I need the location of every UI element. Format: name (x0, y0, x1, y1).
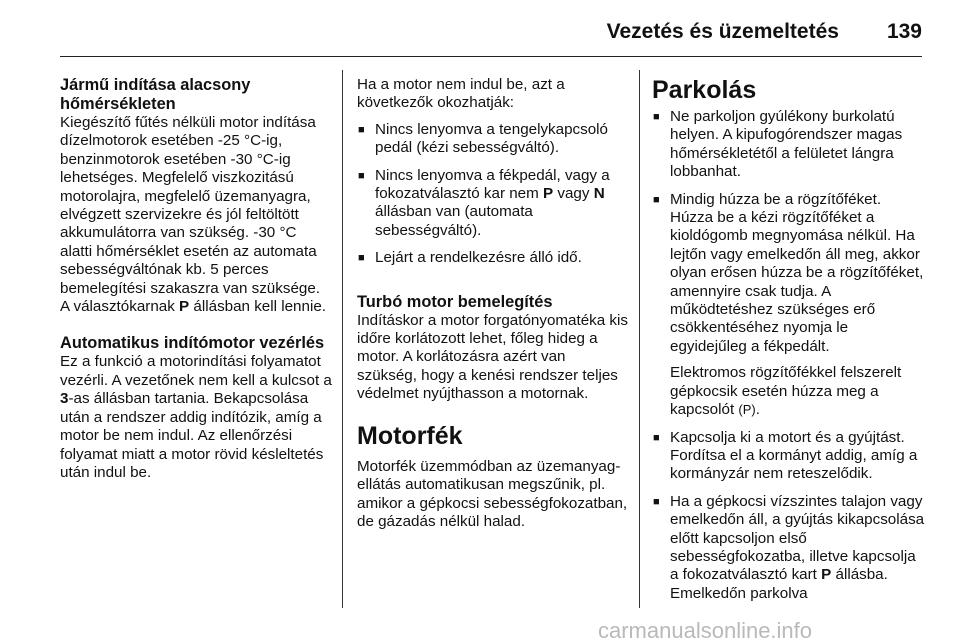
paragraph-intro: Ha a motor nem indul be, azt a következők okozhatják: (357, 76, 565, 112)
sub-paragraph: Elektromos rögzítőfékkel felszerelt gépkocsik esetén húzza meg a kapcsolót (P). (670, 364, 902, 419)
paragraph-auto-starter: Ez a funkció a motorindítási folyamatot vezérli. A vezetőnek nem kell a kulcsot a 3-as állásban tartania. Bekapcsolása után a rendszer addig indítózik, amíg a motor be nem indul. Az ellenőrzési folyamat miatt a motor rövid késleltetés után indul be. (60, 353, 332, 481)
heading-parking: Parkolás (652, 76, 757, 104)
page-number: 139 (886, 20, 922, 43)
column-divider (342, 70, 343, 608)
column-right (652, 76, 928, 612)
list-item: ■ Ha a gépkocsi vízszintes talajon vagy emelkedőn áll, a gyújtás kikapcsolása előtt kapcsoljon első sebességfokozatba, illetve kapcsolja a fokozatválasztó kart P állásba. Emelkedőn parkolva (652, 493, 928, 603)
page-header (60, 14, 922, 50)
heading-engine-brake: Motorfék (357, 421, 463, 450)
list-item: ■ Mindig húzza be a rögzítőféket. Húzza be a kézi rögzítőféket a kioldógomb megnyomása nélkül. Ha lejtőn vagy emelkedőn áll meg, akkor olyan erősen húzza be a rögzítőféket, amennyire csak tudja. A működtetéshez szükséges erő csökkentéséhez nyomja le egyidejűleg a fékpedált. Elektromos rögzítőfékkel felszerelt gépkocsik esetén húzza meg a kapcsolót (P). (652, 191, 928, 420)
list-parking (652, 108, 928, 603)
list-causes (357, 121, 629, 268)
column-left (60, 76, 332, 482)
section-title: Vezetés és üzemeltetés (606, 20, 839, 43)
paragraph-turbo: Indításkor a motor forgatónyomatéka kis időre korlátozott lehet, főleg hideg a motor. A korlátozásra azért van szükség, hogy a kenési rendszer teljes védelmet nyújthasson a motornak. (357, 311, 628, 403)
column-divider (639, 70, 640, 608)
heading-auto-starter: Automatikus indítómotor vezérlés (60, 334, 325, 353)
header-rule (60, 56, 922, 57)
column-middle (357, 76, 629, 531)
paragraph-engine-brake: Motorfék üzemmódban az üzemanyag-ellátás automatikusan megszűnik, pl. amikor a gépkocsi sebességfokozatban, de gázadás nélkül halad. (357, 457, 628, 530)
heading-cold-start: Jármű indítása alacsony hőmérsékleten (60, 76, 251, 113)
list-item: ■ Nincs lenyomva a fékpedál, vagy a fokozatválasztó kar nem P vagy N állásban van (automata sebességváltó). (357, 167, 629, 241)
list-item: ■ Ne parkoljon gyúlékony burkolatú helyen. A kipufogórendszer magas hőmérsékletétől a felületet lángra lobbanhat. (652, 108, 928, 182)
paragraph-cold-start: Kiegészítő fűtés nélküli motor indítása dízelmotorok esetében -25 °C-ig, benzinmotorok esetében -30 °C-ig lehetséges. Megfelelő viszkozitású motorolajra, megfelelő üzemanyagra, elvégzett szervizekre és jól feltöltött akkumulátorra van szükség. -30 °C alatti hőmérséklet esetén az automata sebességváltónak kb. 5 perces bemelegítési szakaszra van szüksége. A választókarnak P állásban kell lennie. (60, 114, 326, 316)
list-item: ■ Kapcsolja ki a motort és a gyújtást. Fordítsa el a kormányt addig, amíg a kormányzár nem reteszelődik. (652, 429, 928, 484)
parking-brake-icon: (P) (738, 402, 756, 418)
list-item: ■ Nincs lenyomva a tengelykapcsoló pedál (kézi sebességváltó). (357, 121, 629, 158)
watermark: carmanualsonline.info (598, 618, 813, 643)
list-item: ■ Lejárt a rendelkezésre álló idő. (357, 249, 629, 267)
heading-turbo: Turbó motor bemelegítés (357, 292, 553, 311)
